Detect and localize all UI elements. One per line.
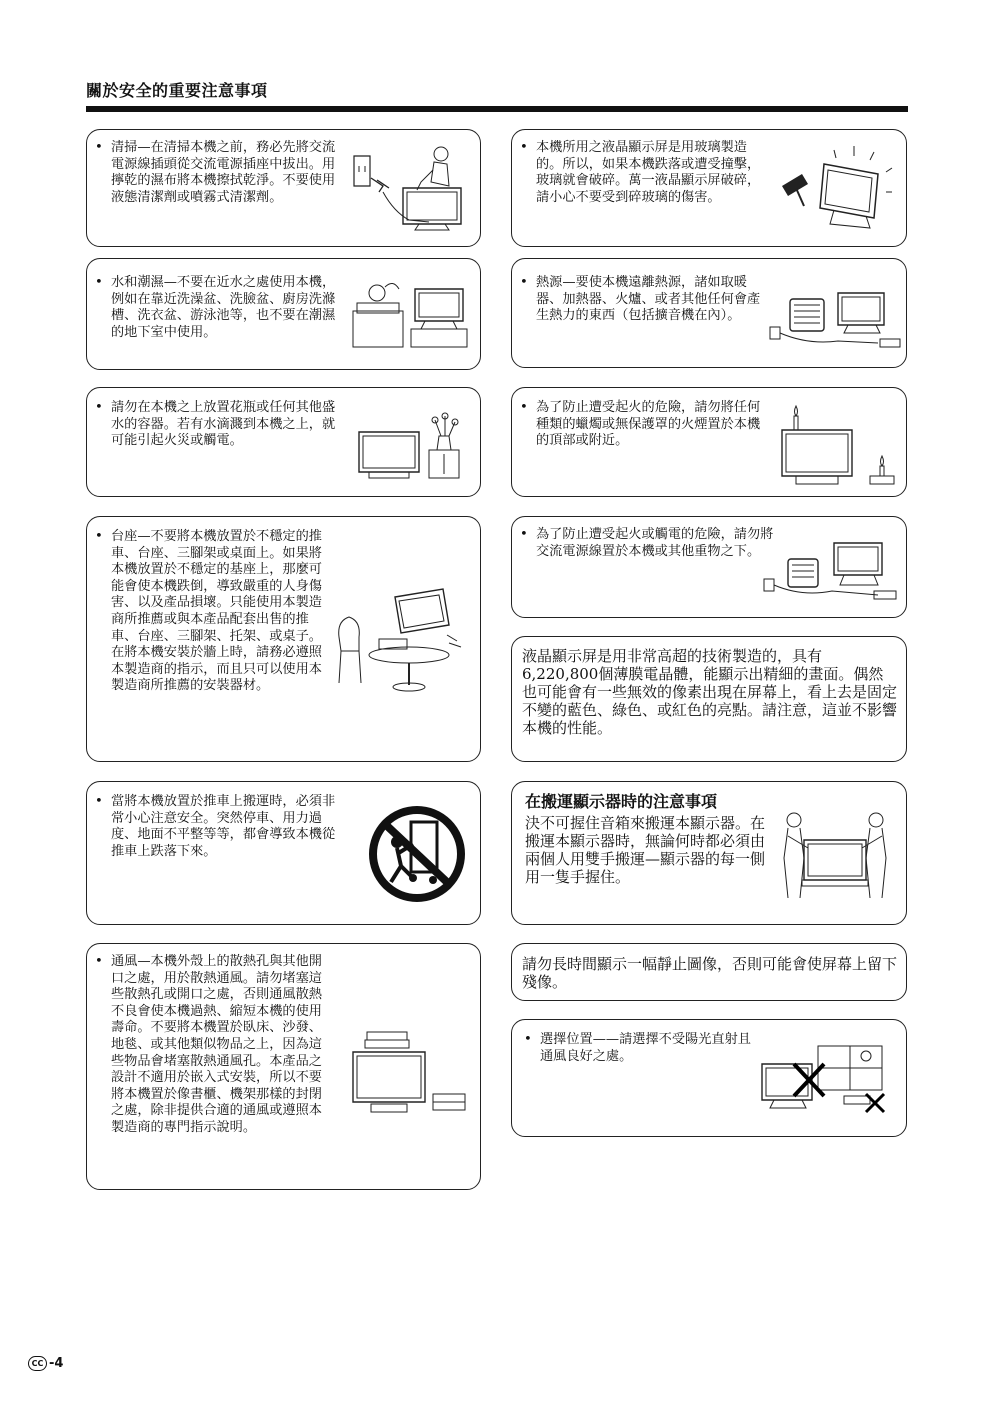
transport-heading: 在搬運顯示器時的注意事項 <box>525 792 718 811</box>
bullet-dot: • <box>95 954 103 969</box>
notice-box-stand <box>86 516 481 762</box>
notice-box-vase <box>86 387 481 497</box>
text-candle: 為了防止遭受起火的危險，請勿將任何種類的蠟燭或無保護罩的火煙置於本機的頂部或附近。 <box>536 400 761 449</box>
location-illustration <box>760 1042 894 1124</box>
water-illustration <box>349 277 469 349</box>
text-cleaning: 清掃—在清掃本機之前，務必先將交流電源線插頭從交流電源插座中拔出。用擰乾的濕布將本機擦拭乾淨。不要使用液態清潔劑或噴霧式清潔劑。 <box>111 140 336 205</box>
notice-box-lcd-pixels <box>511 636 907 762</box>
bullet-dot: • <box>520 140 528 155</box>
bullet-dot: • <box>520 275 528 290</box>
bullet-dot: • <box>520 527 528 542</box>
notice-box-candle <box>511 387 907 497</box>
notice-box-cleaning <box>86 129 481 247</box>
bullet-dot: • <box>95 794 103 809</box>
notice-box-glass <box>511 129 907 247</box>
bullet-dot: • <box>95 400 103 415</box>
notice-box-still-image <box>511 943 907 1001</box>
title-rule <box>86 106 908 112</box>
bullet-dot: • <box>95 275 103 290</box>
text-transport: 決不可握住音箱來搬運本顯示器。在搬運本顯示器時，無論何時都必須由兩個人用雙手搬運—顯示器的每一側用一隻手握住。 <box>525 814 766 886</box>
text-cart: 當將本機放置於推車上搬運時，必須非常小心注意安全。突然停車、用力過度、地面不平整等等，都會導致本機從推車上跌落下來。 <box>111 794 336 859</box>
text-lcd-pixels: 液晶顯示屏是用非常高超的技術製造的，具有6,220,800個薄膜電晶體，能顯示出精細的畫面。偶然也可能會有一些無效的像素出現在屏幕上，看上去是固定不變的藍色、綠色、或紅色的亮點。請注意，這並不影響本機的性能。 <box>522 647 898 737</box>
two-person-carry-illustration <box>774 808 896 900</box>
text-stand: 台座—不要將本機放置於不穩定的推車、台座、三腳架或桌面上。如果將本機放置於不穩定的基座上，那麼可能會使本機跌倒，導致嚴重的人身傷害、以及產品損壞。只能使用本製造商所推薦或與本產品配套出售的推車、台座、三腳架、托架、或桌子。 <box>111 529 322 644</box>
candle-illustration <box>780 402 898 488</box>
notice-box-cord <box>511 516 907 618</box>
page-footer <box>28 1356 63 1371</box>
cleaning-illustration <box>349 142 467 234</box>
text-vase: 請勿在本機之上放置花瓶或任何其他盛水的容器。若有水滴濺到本機之上，就可能引起火災或觸電。 <box>111 400 336 449</box>
notice-box-cart <box>86 781 481 925</box>
notice-box-transport <box>511 781 907 925</box>
text-heat: 熱源—要使本機遠離熱源，諸如取暖器、加熱器、火爐、或者其他任何會產生熱力的東西（包括擴音機在內）。 <box>536 275 761 324</box>
notice-box-location <box>511 1019 907 1137</box>
text-still-image: 請勿長時間顯示一幅靜止圖像，否則可能會使屏幕上留下殘像。 <box>522 955 898 991</box>
broken-glass-illustration <box>774 144 894 234</box>
notice-box-water <box>86 258 481 370</box>
unstable-stand-illustration <box>335 587 467 697</box>
bullet-dot: • <box>524 1032 532 1047</box>
vase-illustration <box>355 412 465 484</box>
text-ventilation: 通風—本機外殼上的散熱孔與其他開口之處，用於散熱通風。請勿堵塞這些散熱孔或開口之處，否則通風散熱不良會使本機過熱、縮短本機的使用壽命。不要將本機置於臥床、沙發、地毯、或其他類似物品之上，因為這些物品會堵塞散熱通風孔。本產品之設計不適用於嵌入式安裝，所以不要將本機置於像書櫃、機架那樣的封閉之處，除非提供合適的通風或遵照本製造商的專門指示說明。 <box>111 954 322 1135</box>
text-water: 水和潮濕—不要在近水之處使用本機，例如在靠近洗澡盆、洗臉盆、廚房洗滌槽、洗衣盆、游泳池等，也不要在潮濕的地下室中使用。 <box>111 275 336 340</box>
text-cord: 為了防止遭受起火或觸電的危險，請勿將交流電源線置於本機或其他重物之下。 <box>536 527 774 559</box>
page-number: -4 <box>49 1356 64 1371</box>
ventilation-illustration <box>349 1028 469 1118</box>
notice-box-ventilation <box>86 943 481 1190</box>
text-glass: 本機所用之液晶顯示屏是用玻璃製造的。所以，如果本機跌落或遭受撞擊，玻璃就會破碎。萬一液晶顯示屏破碎，請小心不要受到碎玻璃的傷害。 <box>536 140 761 205</box>
text-stand-wall: 在將本機安裝於牆上時，請務必遵照本製造商的指示，而且只可以使用本製造商所推薦的安裝器材。 <box>111 645 322 694</box>
language-badge: CC <box>28 1356 47 1371</box>
bullet-dot: • <box>95 529 103 544</box>
bullet-dot: • <box>95 140 103 155</box>
heater-illustration <box>768 283 902 353</box>
notice-box-heat <box>511 258 907 368</box>
text-location: 選擇位置——請選擇不受陽光直射且通風良好之處。 <box>540 1032 751 1064</box>
power-cord-illustration <box>762 537 898 607</box>
cart-warning-icon <box>367 804 467 904</box>
bullet-dot: • <box>520 400 528 415</box>
page-title: 關於安全的重要注意事項 <box>86 81 268 100</box>
